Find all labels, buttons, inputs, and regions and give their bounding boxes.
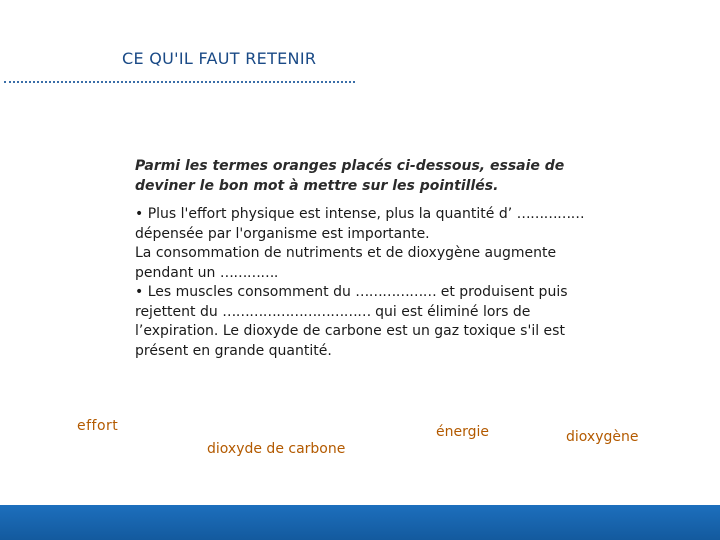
lesson-line xyxy=(135,205,605,244)
lesson-text-segment: et produisent puis xyxy=(436,284,568,300)
lesson-text-segment: • Plus l'effort physique est intense, plus la quantité d’ xyxy=(135,206,517,222)
blank-effort[interactable]: ………… xyxy=(219,264,274,281)
lesson-text xyxy=(135,205,605,361)
term-effort[interactable]: effort xyxy=(77,418,119,434)
blank-energie[interactable]: …………… xyxy=(516,206,585,222)
lesson-text-segment: . xyxy=(273,264,279,281)
blank-dioxygene[interactable]: ……………… xyxy=(355,284,437,300)
page-title: CE QU'IL FAUT RETENIR xyxy=(122,49,317,68)
lesson-line xyxy=(135,283,605,303)
lesson-line xyxy=(135,264,605,284)
lesson-line xyxy=(135,303,605,323)
term-dioxyde-de-carbone[interactable]: dioxyde de carbone xyxy=(207,441,346,457)
footer-bar xyxy=(0,505,720,540)
lesson-text-segment: pendant un xyxy=(135,264,220,281)
lesson-line: présent en grande quantité. xyxy=(135,342,332,359)
term-dioxygene[interactable]: dioxygène xyxy=(566,429,639,445)
lesson-line: La consommation de nutriments et de dioxygène augmente xyxy=(135,245,557,261)
title-divider xyxy=(4,81,355,83)
lesson-text-segment: qui est éliminé lors de xyxy=(370,303,531,320)
term-energie[interactable]: énergie xyxy=(436,424,489,440)
blank-dioxyde[interactable]: …………………………… xyxy=(222,303,371,320)
instruction-text: Parmi les termes oranges placés ci-dessous, essaie de deviner le bon mot à mettre sur les pointillés. xyxy=(135,158,565,194)
lesson-text-segment: dépensée par l'organisme est importante. xyxy=(135,225,430,242)
lesson-text-segment: rejettent du xyxy=(135,303,223,320)
lesson-text-segment: • Les muscles consomment du xyxy=(135,284,356,300)
lesson-line: l’expiration. Le dioxyde de carbone est un gaz toxique s'il est xyxy=(135,323,565,339)
